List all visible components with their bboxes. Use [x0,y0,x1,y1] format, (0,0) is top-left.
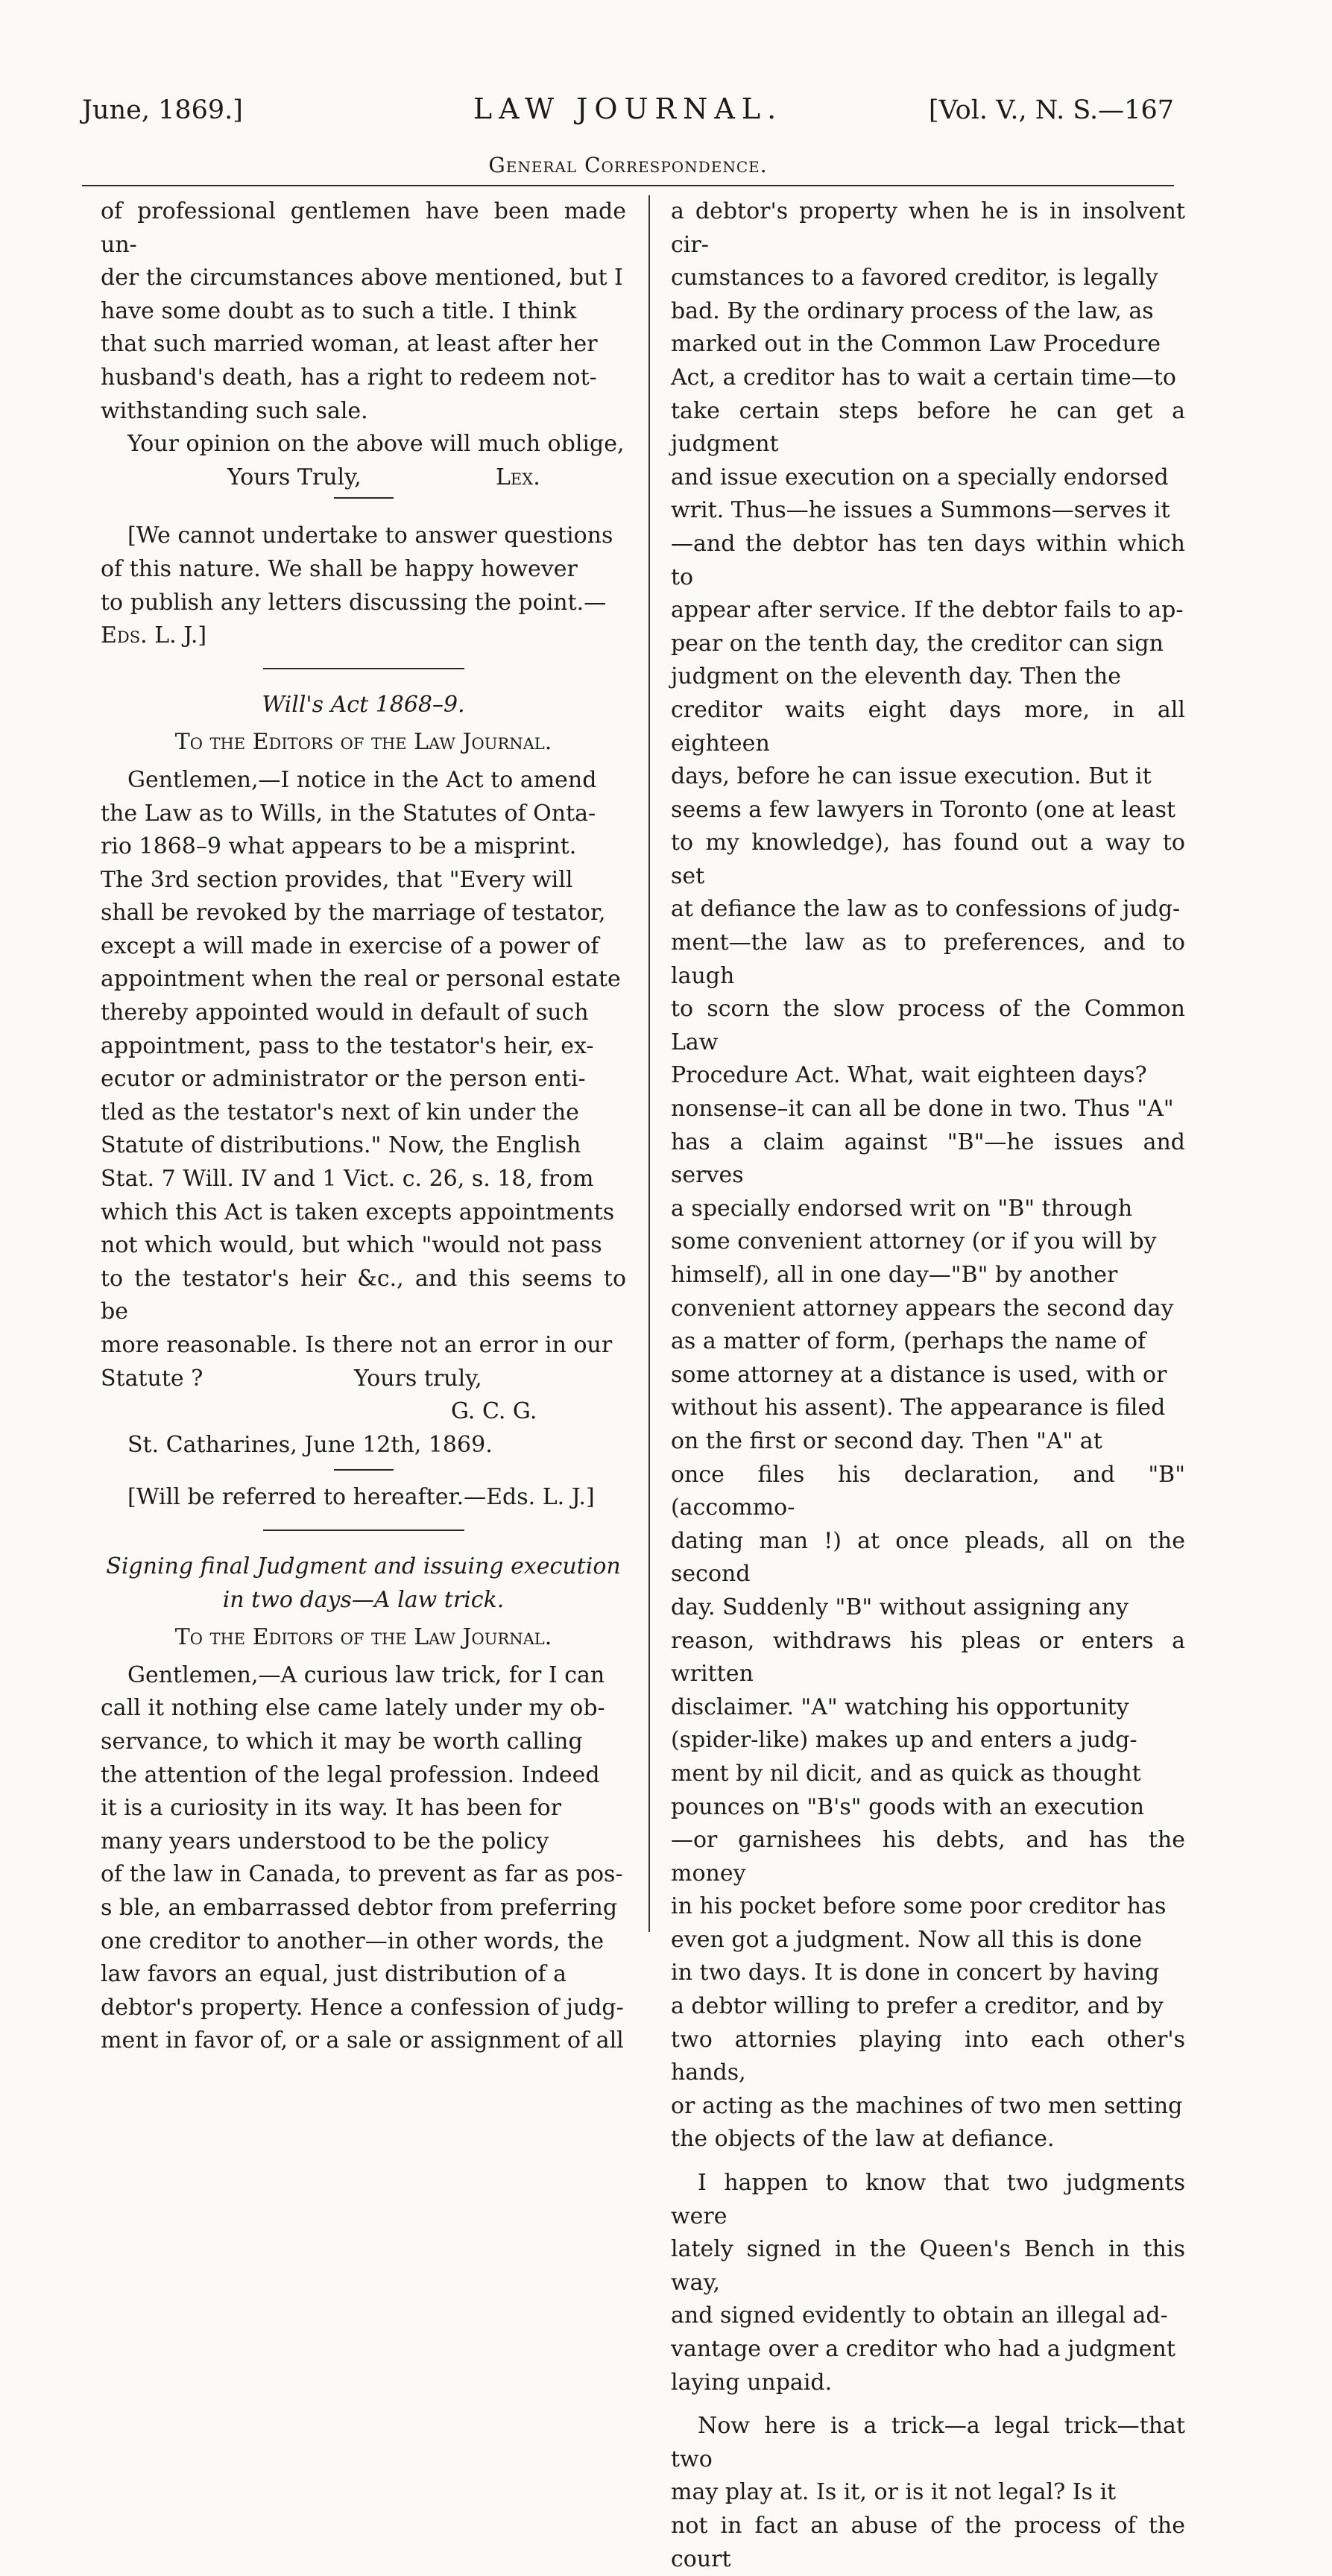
text-line: Act, a creditor has to wait a certain time—to [671,364,1176,391]
text-line: which this Act is taken excepts appointments [101,1199,615,1225]
text-line: to publish any letters discussing the point.— [101,589,607,616]
text-line: some convenient attorney (or if you will by [671,1228,1157,1255]
text-line: not in fact an abuse of the process of the court [671,2512,1185,2572]
paragraph [671,2167,1185,2399]
editors-note: [Will be referred to hereafter.—Eds. L. J.] [127,1484,595,1511]
text-line: s ble, an embarrassed debtor from preferring [101,1894,618,1921]
text-line: on the first or second day. Then "A" at [671,1427,1102,1454]
text-line: ment—the law as to preferences, and to laugh [671,929,1185,989]
text-line: seems a few lawyers in Toronto (one at least [671,796,1176,823]
text-line: der the circumstances above mentioned, but I [101,265,623,291]
signature-line [101,1363,626,1396]
right-column [671,195,1185,2576]
section-title: General Correspondence. [488,153,768,177]
text-line: judgment on the eleventh day. Then the [671,663,1121,690]
text-line: appear after service. If the debtor fails to ap- [671,597,1184,624]
divider [263,1530,464,1531]
text-line: writ. Thus—he issues a Summons—serves it [671,497,1170,524]
text-line: call it nothing else came lately under my ob- [101,1695,605,1722]
closing-line: Your opinion on the above will much oblige, [127,431,625,458]
text-line: vantage over a creditor who had a judgment [671,2336,1175,2362]
text-line: marked out in the Common Law Procedure [671,331,1161,358]
signature-name: Lex. [496,464,540,490]
text-line: many years understood to be the policy [101,1828,549,1854]
text-line: law favors an equal, just distribution of a [101,1961,567,1988]
article-body [101,764,626,1462]
text-line: except a will made in exercise of a power of [101,932,599,959]
signature-initials-line [101,1395,626,1429]
text-line: Eds. L. J.] [101,622,207,649]
place-date: St. Catharines, June 12th, 1869. [127,1431,493,1458]
text-line: to scorn the slow process of the Common Law [671,996,1185,1055]
text-line: to my knowledge), has found out a way to set [671,830,1185,889]
text-line: the Law as to Wills, in the Statutes of Onta- [101,800,596,827]
text-line: the attention of the legal profession. Indeed [101,1761,600,1788]
text-line: tled as the testator's next of kin under the [101,1099,579,1126]
paragraph [671,2410,1185,2576]
text-line: more reasonable. Is there not an error in our [101,1332,613,1358]
text-line: appointment when the real or personal estate [101,966,621,993]
text-line: ment by nil dicit, and as quick as thought [671,1760,1141,1787]
article-salutation: To the Editors of the Law Journal. [174,729,552,756]
text-line: himself), all in one day—"B" by another [671,1262,1118,1288]
text-line: once files his declaration, and "B" (accommo- [671,1461,1185,1521]
text-line: Gentlemen,—A curious law trick, for I can [127,1661,605,1688]
text-line: take certain steps before he can get a judgment [671,397,1185,458]
text-line: thereby appointed would in default of such [101,1000,589,1026]
article-body [101,1659,626,2058]
text-line: appointment, pass to the testator's heir, ex- [101,1032,594,1059]
text-line: has a claim against "B"—he issues and serves [671,1128,1185,1189]
header-volume: [Vol. V., N. S.—167 [928,95,1174,125]
signature-yours: Yours Truly, [227,464,362,490]
text-line: withstanding such sale. [101,397,368,424]
text-line: of professional gentlemen have been made un- [101,198,626,258]
text-line: of this nature. We shall be happy however [101,555,578,582]
text-line: Procedure Act. What, wait eighteen days? [671,1062,1147,1089]
text-line: and signed evidently to obtain an illegal ad- [671,2302,1168,2329]
text-line: reason, withdraws his pleas or enters a written [671,1627,1185,1688]
text-line: cumstances to a favored creditor, is legally [671,265,1158,291]
text-line: in his pocket before some poor creditor has [671,1893,1167,1920]
text-line: of the law in Canada, to prevent as far as pos- [101,1861,623,1888]
text-line: it is a curiosity in its way. It has been for [101,1795,562,1822]
article-heading: Signing final Judgment and issuing execution [106,1553,621,1579]
text-line: a debtor willing to prefer a creditor, and by [671,1993,1164,2020]
text-line: creditor waits eight days more, in all eighteen [671,696,1185,757]
text-line: a specially endorsed writ on "B" through [671,1195,1133,1222]
signature-line [101,461,626,495]
divider [334,497,394,499]
text-line: convenient attorney appears the second day [671,1295,1174,1322]
article-body-continued [671,195,1185,2156]
text-line: husband's death, has a right to redeem not- [101,364,597,391]
article-salutation: To the Editors of the Law Journal. [174,1624,552,1651]
text-line: laying unpaid. [671,2369,833,2396]
text-line: Stat. 7 Will. IV and 1 Vict. c. 26, s. 18, from [101,1166,594,1193]
text-line: not which would, but which "would not pass [101,1232,602,1259]
text-line: day. Suddenly "B" without assigning any [671,1594,1129,1620]
text-line: rio 1868–9 what appears to be a misprint. [101,833,577,860]
text-line: may play at. Is it, or is it not legal? Is it [671,2479,1117,2506]
text-line: (spider-like) makes up and enters a judg- [671,1727,1137,1754]
text-line: even got a judgment. Now all this is done [671,1926,1143,1953]
text-line: to the testator's heir &c., and this seems to be [101,1265,626,1325]
text-line: two attornies playing into each other's hands, [671,2026,1185,2086]
text-line: Now here is a trick—a legal trick—that two [671,2413,1185,2472]
page-header [82,89,1174,134]
article-heading: in two days—A law trick. [222,1586,505,1613]
column-divider [648,195,650,1932]
text-line: one creditor to another—in other words, the [101,1928,605,1954]
text-line: —and the debtor has ten days within which to [671,530,1185,590]
text-line: —or garnishees his debts, and has the money [671,1827,1185,1887]
text-line: disclaimer. "A" watching his opportunity [671,1693,1129,1720]
text-line: in two days. It is done in concert by having [671,1960,1160,1986]
text-line: have some doubt as to such a title. I think [101,297,577,324]
text-line: Statute ? [101,1365,203,1392]
text-line: and issue execution on a specially endorsed [671,464,1169,490]
text-line: shall be revoked by the marriage of testator, [101,900,606,926]
article-heading: Will's Act 1868–9. [262,691,465,718]
signature-initials: G. C. G. [451,1398,537,1425]
journal-title: LAW JOURNAL. [473,92,783,125]
divider [334,1469,394,1471]
text-line: Gentlemen,—I notice in the Act to amend [127,766,597,793]
header-date: June, 1869.] [82,95,243,125]
text-line: ment in favor of, or a sale or assignment of all [101,2027,624,2054]
text-line: at defiance the law as to confessions of judg- [671,896,1181,923]
text-line: without his assent). The appearance is filed [671,1395,1166,1421]
text-line: ecutor or administrator or the person enti- [101,1066,586,1093]
text-line: Statute of distributions." Now, the English [101,1132,581,1159]
divider [263,668,464,669]
signature-yours: Yours truly, [354,1365,482,1392]
text-line: as a matter of form, (perhaps the name of [671,1328,1146,1355]
left-column [101,195,626,2058]
text-line: dating man !) at once pleads, all on the second [671,1527,1185,1588]
text-line: lately signed in the Queen's Bench in this way, [671,2236,1185,2296]
text-line: I happen to know that two judgments were [671,2170,1185,2229]
text-line: The 3rd section provides, that "Every will [101,866,573,893]
editors-note [101,520,626,652]
text-line: pear on the tenth day, the creditor can sign [671,630,1164,657]
text-line: servance, to which it may be worth calling [101,1728,583,1755]
text-line: that such married woman, at least after her [101,331,598,358]
text-line: the objects of the law at defiance. [671,2126,1055,2153]
text-line: debtor's property. Hence a confession of judg- [101,1994,624,2021]
text-line: some attorney at a distance is used, with or [671,1361,1167,1388]
text-line: [We cannot undertake to answer questions [127,523,613,549]
letter-continuation [101,195,626,494]
text-line: days, before he can issue execution. But it [671,763,1152,790]
text-line: bad. By the ordinary process of the law, as [671,297,1154,324]
text-line: a debtor's property when he is in insolvent cir- [671,198,1185,258]
text-line: pounces on "B's" goods with an execution [671,1793,1145,1820]
text-line: or acting as the machines of two men setting [671,2092,1183,2119]
header-rule [82,185,1174,186]
text-line: nonsense–it can all be done in two. Thus "A" [671,1096,1174,1123]
